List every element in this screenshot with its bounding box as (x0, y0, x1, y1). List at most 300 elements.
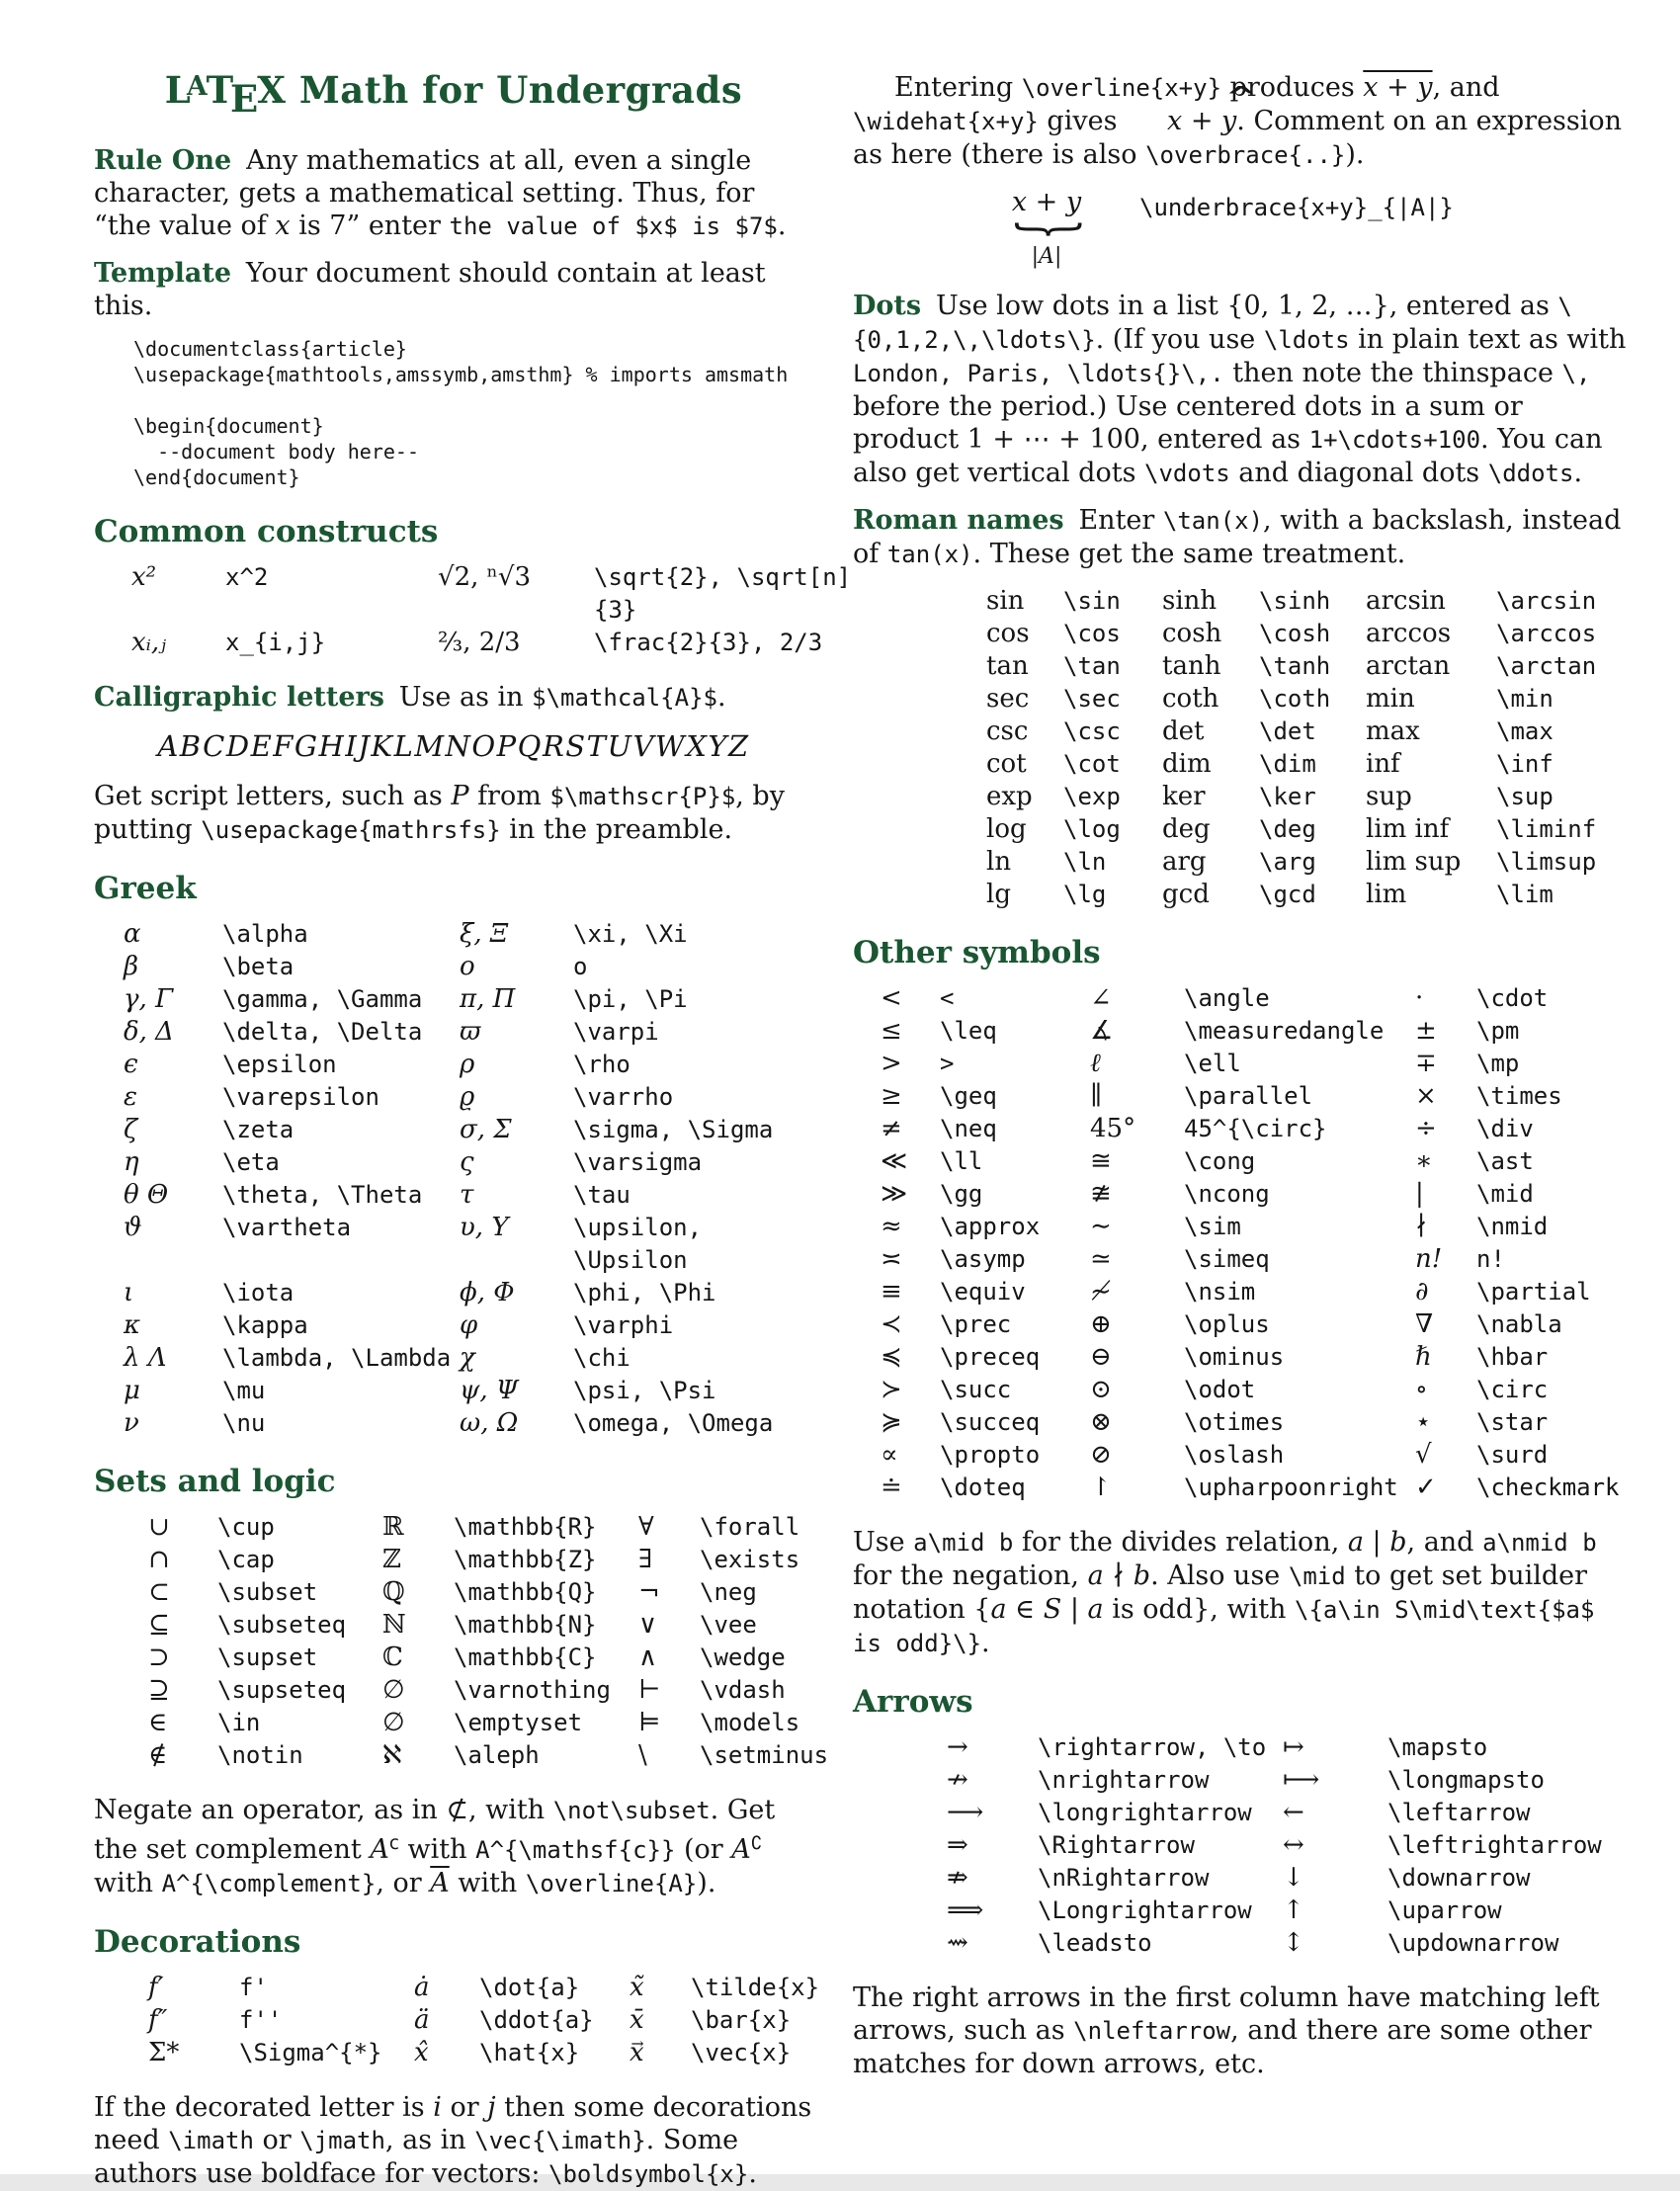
latex-code: \arg (1259, 848, 1316, 876)
table-roman-names (986, 585, 1634, 911)
symbol-glyph: ↔ (1283, 1830, 1304, 1860)
text-run: ∁ (750, 1832, 763, 1854)
latex-code: \ddot{a} (479, 2006, 594, 2035)
paragraph-template (94, 257, 813, 322)
latex-code: \exp (1063, 783, 1121, 810)
symbol-glyph: x̃ (630, 1973, 644, 2003)
text-run: with (398, 1834, 476, 1866)
text-run: The right arrows in the first column have matching left arrows, such as (853, 1982, 1600, 2046)
latex-code: \neg (700, 1577, 757, 1606)
symbol-glyph: ∤ (1415, 1212, 1428, 1241)
latex-code: \kappa (222, 1310, 308, 1339)
text-run: or (441, 2092, 488, 2124)
text-run: \ddots (1487, 460, 1574, 487)
latex-code: \sin (1063, 587, 1121, 615)
text-run: , and (1432, 72, 1500, 103)
symbol-glyph: ℝ (382, 1511, 404, 1542)
text-run: . (1573, 458, 1583, 488)
symbol-glyph: ≠ (881, 1114, 902, 1143)
symbol-glyph: o (460, 951, 475, 981)
underbrace-stack (1001, 188, 1092, 270)
latex-code: \subseteq (217, 1610, 347, 1639)
symbol-glyph: max (1366, 716, 1420, 746)
latex-code: < (940, 984, 955, 1012)
text-run: Roman names (853, 505, 1064, 536)
latex-code: \vec{x} (691, 2039, 792, 2067)
text-run: \usepackage{mathrsfs} (201, 815, 501, 844)
symbol-glyph: ⊘ (1090, 1440, 1112, 1470)
symbol-glyph: ∓ (1415, 1049, 1437, 1078)
text-run: S (1043, 1594, 1062, 1625)
text-run: , by putting (94, 780, 785, 845)
symbol-glyph: ⅔, 2/3 (438, 627, 521, 657)
heading-greek: Greek (94, 870, 197, 906)
symbol-glyph: → (947, 1732, 968, 1762)
text-run: j (487, 2092, 496, 2124)
underbrace-subscript: |A| (1031, 244, 1062, 269)
text-run: tan(x) (886, 541, 973, 568)
symbol-glyph: ∠ (1090, 983, 1112, 1013)
text-run: and diagonal dots (1229, 458, 1488, 488)
latex-code: \iota (222, 1278, 294, 1306)
symbol-glyph: υ, Υ (460, 1212, 509, 1242)
text-run: . Some authors use boldface for vectors: (94, 2125, 739, 2190)
latex-code: \liminf (1496, 815, 1597, 843)
symbol-glyph: ↓ (1283, 1863, 1304, 1893)
symbol-glyph: ⊂ (148, 1576, 170, 1607)
latex-logo-l: L (164, 67, 192, 112)
paragraph-arrows-note (853, 1981, 1634, 2080)
text-run: . These get the same treatment. (972, 539, 1406, 569)
symbol-glyph: lim sup (1366, 847, 1462, 877)
text-run: \{a\in S\mid\text{$a$ is odd}\} (853, 1596, 1595, 1657)
text-run: . (716, 681, 726, 713)
latex-code: \cap (217, 1545, 275, 1573)
latex-code: \nsim (1184, 1278, 1256, 1306)
latex-code: \times (1476, 1082, 1562, 1110)
symbol-glyph: arcsin (1366, 586, 1446, 616)
latex-code: \min (1496, 685, 1554, 713)
latex-code: \div (1476, 1115, 1534, 1142)
latex-code: \vartheta (222, 1213, 352, 1241)
latex-code: \cong (1184, 1147, 1256, 1175)
latex-code: \sup (1496, 783, 1554, 810)
latex-code: \mathbb{C} (454, 1643, 597, 1671)
latex-code: \nrightarrow (1038, 1766, 1210, 1794)
latex-code: \odot (1184, 1376, 1256, 1403)
symbol-glyph: ≁ (1090, 1277, 1112, 1306)
symbol-glyph: ≺ (881, 1309, 902, 1339)
latex-code: \delta, \Delta (222, 1017, 423, 1046)
latex-code: \updownarrow (1387, 1929, 1559, 1957)
symbol-glyph: ≡ (881, 1277, 902, 1306)
symbol-glyph: ¬ (638, 1576, 660, 1607)
underbrace-expression: x + y (1011, 187, 1082, 217)
symbol-glyph: cosh (1162, 619, 1222, 648)
latex-code: \varsigma (573, 1147, 703, 1176)
symbol-glyph: ln (986, 847, 1012, 877)
symbol-glyph: ← (1283, 1798, 1304, 1827)
code-template-block: \documentclass{article} \usepackage{mathtools,amssymb,amsthm} % imports amsmath \begin{document} --document body here-- \end{document} (133, 336, 789, 489)
latex-code: \arccos (1496, 620, 1597, 647)
text-run: London, Paris, \ldots{}\,. (853, 360, 1224, 387)
latex-code: \approx (940, 1213, 1041, 1240)
symbol-glyph: ≃ (1090, 1244, 1112, 1274)
latex-code: \nRightarrow (1038, 1864, 1210, 1892)
text-run: ). (1345, 139, 1365, 170)
latex-code: \surd (1476, 1441, 1549, 1469)
latex-code: \arctan (1496, 652, 1597, 680)
text-run: ). (697, 1868, 716, 1899)
text-run: a | b (1347, 1527, 1407, 1558)
paragraph-imath (94, 2091, 813, 2191)
symbol-glyph: Σ* (148, 2038, 180, 2068)
latex-code: \arcsin (1496, 587, 1597, 615)
symbol-glyph: ∧ (638, 1642, 658, 1672)
symbol-glyph: > (881, 1049, 902, 1078)
latex-code: \leq (940, 1017, 997, 1045)
paragraph-negate (94, 1794, 813, 1900)
symbol-glyph: min (1366, 684, 1415, 714)
symbol-glyph: ϖ (460, 1016, 481, 1047)
symbol-glyph: arctan (1366, 651, 1451, 681)
symbol-glyph: ÷ (1415, 1114, 1437, 1143)
text-run: a\mid b (913, 1529, 1014, 1557)
symbol-glyph: ⊇ (148, 1674, 170, 1705)
latex-code: \mu (222, 1376, 266, 1404)
latex-code: \simeq (1184, 1245, 1270, 1273)
latex-code: f'' (239, 2006, 283, 2035)
latex-code: \succ (940, 1376, 1012, 1403)
symbol-glyph: ⟼ (1283, 1765, 1320, 1795)
symbol-glyph: ν (124, 1407, 139, 1438)
text-run: P (451, 780, 469, 811)
left-column (94, 0, 852, 2190)
latex-code: \ll (940, 1147, 983, 1175)
symbol-glyph: ⊨ (638, 1707, 661, 1737)
symbol-glyph: ∅ (382, 1707, 405, 1737)
text-run: $\mathscr{P}$ (549, 782, 736, 810)
paragraph-calligraphic (94, 681, 813, 715)
symbol-glyph: ≍ (881, 1244, 902, 1274)
latex-code: \eta (222, 1147, 280, 1176)
latex-code: \nabla (1476, 1310, 1562, 1338)
text-run: . (If you use (1095, 324, 1264, 355)
symbol-glyph: deg (1162, 814, 1211, 844)
latex-code: \cdot (1476, 984, 1549, 1012)
text-run: . (748, 2158, 757, 2190)
latex-code: \setminus (700, 1740, 829, 1769)
latex-code: \deg (1259, 815, 1316, 843)
text-run: 1+\cdots+100 (1308, 426, 1481, 454)
latex-code: \ln (1063, 848, 1107, 876)
latex-code: \aleph (454, 1740, 540, 1769)
latex-code: \mathbb{N} (454, 1610, 597, 1639)
symbol-glyph: ∩ (148, 1544, 170, 1574)
latex-code: \equiv (940, 1278, 1026, 1306)
latex-code: \mid (1476, 1180, 1534, 1208)
latex-code: \theta, \Theta (222, 1180, 423, 1209)
latex-code: \rightarrow, \to (1038, 1733, 1267, 1761)
latex-code: \subset (217, 1577, 318, 1606)
text-run: A (370, 1834, 389, 1866)
latex-code: \Rightarrow (1038, 1831, 1195, 1859)
latex-code: \preceq (940, 1343, 1041, 1371)
latex-code: \gamma, \Gamma (222, 984, 423, 1013)
latex-code: \sqrt{2}, \sqrt[n]{3} (594, 562, 852, 624)
text-run: \vec{\imath} (474, 2127, 646, 2155)
symbol-glyph: tanh (1162, 651, 1221, 681)
latex-code: \xi, \Xi (573, 919, 688, 948)
text-run: Template (94, 257, 232, 289)
symbol-glyph: ⇒ (947, 1830, 968, 1860)
latex-code: \cot (1063, 750, 1121, 778)
text-run: \boldsymbol{x} (548, 2160, 749, 2189)
text-run: A (731, 1834, 751, 1866)
symbol-glyph: ∡ (1090, 1016, 1114, 1046)
text-run: or (253, 2125, 300, 2156)
symbol-glyph: ± (1415, 1016, 1437, 1046)
page-title (94, 65, 813, 121)
text-run: | (1061, 1594, 1088, 1625)
latex-code: \rho (573, 1050, 630, 1078)
text-run: Rule One (94, 144, 232, 176)
latex-code: \leftrightarrow (1387, 1831, 1602, 1859)
latex-code: \cup (217, 1512, 275, 1541)
text-run: Your document should contain at least this. (94, 257, 766, 321)
latex-code: \oslash (1184, 1441, 1285, 1469)
latex-code: \models (700, 1708, 800, 1736)
latex-code: \Sigma^{*} (239, 2039, 382, 2067)
latex-code: \asymp (940, 1245, 1026, 1273)
text-run: \overline{A} (525, 1870, 698, 1898)
latex-code: \gg (940, 1180, 983, 1208)
text-run: i (433, 2092, 442, 2124)
text-run: Calligraphic letters (94, 681, 384, 713)
latex-code: \zeta (222, 1115, 294, 1143)
underbrace-code: \underbrace{x+y}_{|A|} (1139, 194, 1454, 221)
symbol-glyph: ⊖ (1090, 1342, 1112, 1372)
symbol-glyph: exp (986, 782, 1033, 811)
latex-code: \csc (1063, 717, 1121, 745)
latex-code: \mathbb{Z} (454, 1545, 597, 1573)
symbol-glyph: inf (1366, 749, 1400, 779)
latex-code: \leftarrow (1387, 1799, 1531, 1826)
latex-code: \sec (1063, 685, 1121, 713)
symbol-glyph: sin (986, 586, 1025, 616)
latex-code: \vee (700, 1610, 757, 1639)
text-run: \widehat{x+y} (853, 108, 1039, 135)
text-run: Get script letters, such as (94, 780, 452, 811)
latex-code: \wedge (700, 1643, 786, 1671)
latex-code: \tan (1063, 652, 1121, 680)
text-run: \{0,1,2,\,\ldots\} (853, 293, 1572, 354)
text-run: from (468, 780, 550, 811)
symbol-glyph: μ (124, 1375, 140, 1405)
latex-code: \varphi (573, 1310, 674, 1339)
text-run: a (1087, 1594, 1104, 1625)
text-run: (or (675, 1834, 732, 1866)
text-run: , and there are some other matches for down arrows, etc. (853, 2015, 1592, 2079)
symbol-glyph: cos (986, 619, 1030, 648)
symbol-glyph: ℚ (382, 1576, 405, 1607)
text-run: a\nmid b (1482, 1529, 1597, 1557)
symbol-glyph: ȧ (414, 1973, 430, 2003)
text-run: \imath (168, 2127, 254, 2155)
table-arrows (947, 1731, 1634, 1960)
latex-logo-a: A (187, 71, 209, 102)
symbol-glyph: det (1162, 716, 1205, 746)
text-run: the value of $x$ is $7$ (449, 211, 778, 240)
symbol-glyph: ℕ (382, 1609, 406, 1640)
symbol-glyph: arccos (1366, 619, 1452, 648)
latex-code: \nu (222, 1408, 266, 1437)
latex-code: \downarrow (1387, 1864, 1531, 1892)
symbol-glyph: csc (986, 716, 1029, 746)
symbol-glyph: ↦ (1283, 1732, 1304, 1762)
symbol-glyph: log (986, 814, 1027, 844)
latex-code: \partial (1476, 1278, 1591, 1306)
text-run: Negate an operator, as in ⊄, with (94, 1794, 553, 1825)
symbol-glyph: ⋆ (1415, 1407, 1432, 1437)
latex-code: \checkmark (1476, 1474, 1620, 1501)
latex-code: \tilde{x} (691, 1974, 820, 2002)
calligraphic-alphabet: ABCDEFGHIJKLMNOPQRSTUVWXYZ (157, 728, 750, 763)
symbol-glyph: ≐ (881, 1473, 902, 1502)
latex-code: \exists (700, 1545, 800, 1573)
page-title-rest: Math for Undergrads (286, 67, 743, 112)
latex-code: \oplus (1184, 1310, 1270, 1338)
latex-code: \varnothing (454, 1675, 611, 1704)
latex-code: \hat{x} (479, 2039, 580, 2067)
latex-code: \frac{2}{3}, 2/3 (594, 628, 823, 656)
text-run: in the preamble. (500, 813, 733, 845)
symbol-glyph: ⊙ (1090, 1375, 1112, 1404)
symbol-glyph: ϱ (460, 1081, 475, 1112)
text-run: Use low dots in a list {0, 1, 2, …}, entered as (935, 291, 1558, 321)
symbol-glyph: | (1415, 1179, 1424, 1209)
text-run: \mid (1288, 1562, 1346, 1590)
latex-code: \sigma, \Sigma (573, 1115, 774, 1143)
latex-code: \beta (222, 952, 294, 980)
latex-code: \longrightarrow (1038, 1799, 1252, 1826)
latex-code: n! (1476, 1245, 1505, 1273)
latex-code: \in (217, 1708, 261, 1736)
text-run: in plain text as with (1349, 324, 1627, 355)
latex-code: \lim (1496, 881, 1554, 908)
latex-code: \otimes (1184, 1408, 1285, 1436)
text-run: . (981, 1628, 990, 1658)
symbol-glyph: ⟶ (947, 1798, 984, 1827)
symbol-glyph: σ, Σ (460, 1114, 512, 1144)
symbol-glyph: β (124, 951, 139, 981)
symbol-glyph: ⊕ (1090, 1309, 1112, 1339)
symbol-glyph: θ Θ (124, 1179, 169, 1210)
latex-code: \inf (1496, 750, 1554, 778)
latex-code: \dim (1259, 750, 1316, 778)
symbol-glyph: ℤ (382, 1544, 401, 1574)
text-run: , with a backslash, instead of (853, 505, 1622, 569)
symbol-glyph: gcd (1162, 880, 1210, 909)
symbol-glyph: φ (460, 1309, 478, 1340)
latex-logo-t: T (206, 67, 234, 112)
symbol-glyph: 45° (1090, 1114, 1136, 1143)
latex-code: \ncong (1184, 1180, 1270, 1208)
heading-sets-and-logic: Sets and logic (94, 1463, 336, 1499)
paragraph-dots (853, 290, 1634, 490)
latex-code: 45^{\circ} (1184, 1115, 1327, 1142)
latex-code: x_{i,j} (225, 628, 326, 656)
text-run: with (94, 1868, 162, 1899)
symbol-glyph: arg (1162, 847, 1207, 877)
latex-code: \parallel (1184, 1082, 1313, 1110)
symbol-glyph: ζ (124, 1114, 138, 1144)
symbol-glyph: × (1415, 1081, 1437, 1111)
latex-code: \propto (940, 1441, 1041, 1469)
underbrace-brace-char: { (1003, 218, 1089, 240)
symbol-glyph: ≥ (881, 1081, 902, 1111)
latex-code: \neq (940, 1115, 997, 1142)
text-run: \tan(x) (1162, 507, 1264, 535)
symbol-glyph: ⊆ (148, 1609, 170, 1640)
paragraph-script-letters (94, 780, 813, 847)
symbol-glyph: ∼ (1090, 1212, 1112, 1241)
text-run: with (449, 1868, 526, 1899)
symbol-glyph: ⟹ (947, 1896, 984, 1925)
symbol-glyph: x → (630, 2037, 691, 2069)
symbol-glyph: ϵ (124, 1049, 138, 1079)
latex-code: \uparrow (1387, 1896, 1502, 1924)
symbol-glyph: ℵ (382, 1739, 402, 1770)
text-run: gives (1038, 106, 1127, 136)
symbol-glyph: ε (124, 1081, 137, 1112)
symbol-glyph: ϕ, Φ (460, 1277, 515, 1307)
latex-code: \nmid (1476, 1213, 1549, 1240)
latex-code: \forall (700, 1512, 800, 1541)
symbol-glyph: ≻ (881, 1375, 902, 1404)
latex-code: \mapsto (1387, 1733, 1488, 1761)
symbol-glyph: ς (460, 1146, 474, 1177)
text-run: Any mathematics at all, even a single character, gets a mathematical setting. Thus, for “the value of (94, 144, 755, 241)
symbol-glyph: ker (1162, 782, 1206, 811)
latex-code: \geq (940, 1082, 997, 1110)
latex-code: \epsilon (222, 1050, 337, 1078)
symbol-glyph: < (881, 983, 902, 1013)
latex-code: \ell (1184, 1050, 1241, 1077)
symbol-glyph: lim inf (1366, 814, 1450, 844)
text-run: then note the thinspace (1223, 358, 1562, 388)
symbol-glyph: ∉ (148, 1739, 168, 1770)
latex-code: \Longrightarrow (1038, 1896, 1252, 1924)
text-run: for the divides relation, (1013, 1527, 1348, 1558)
latex-code: \chi (573, 1343, 630, 1372)
text-run: \overbrace{..} (1145, 141, 1346, 169)
heading-other-symbols: Other symbols (853, 935, 1101, 970)
text-run: A^{\mathsf{c}} (475, 1836, 676, 1865)
latex-code: \lambda, \Lambda (222, 1343, 452, 1372)
text-run: x + y (1363, 72, 1433, 103)
latex-code: \cosh (1259, 620, 1331, 647)
symbol-glyph: ξ, Ξ (460, 918, 509, 949)
latex-code: \bar{x} (691, 2006, 792, 2035)
latex-code: \sim (1184, 1213, 1241, 1240)
symbol-glyph: ⊢ (638, 1674, 661, 1705)
text-run: $\overline{A}$ (430, 1868, 450, 1899)
symbol-glyph: dim (1162, 749, 1212, 779)
latex-logo-x: X (257, 67, 287, 112)
symbol-glyph: x̄ (630, 2005, 644, 2036)
symbol-glyph: sup (1366, 782, 1412, 811)
